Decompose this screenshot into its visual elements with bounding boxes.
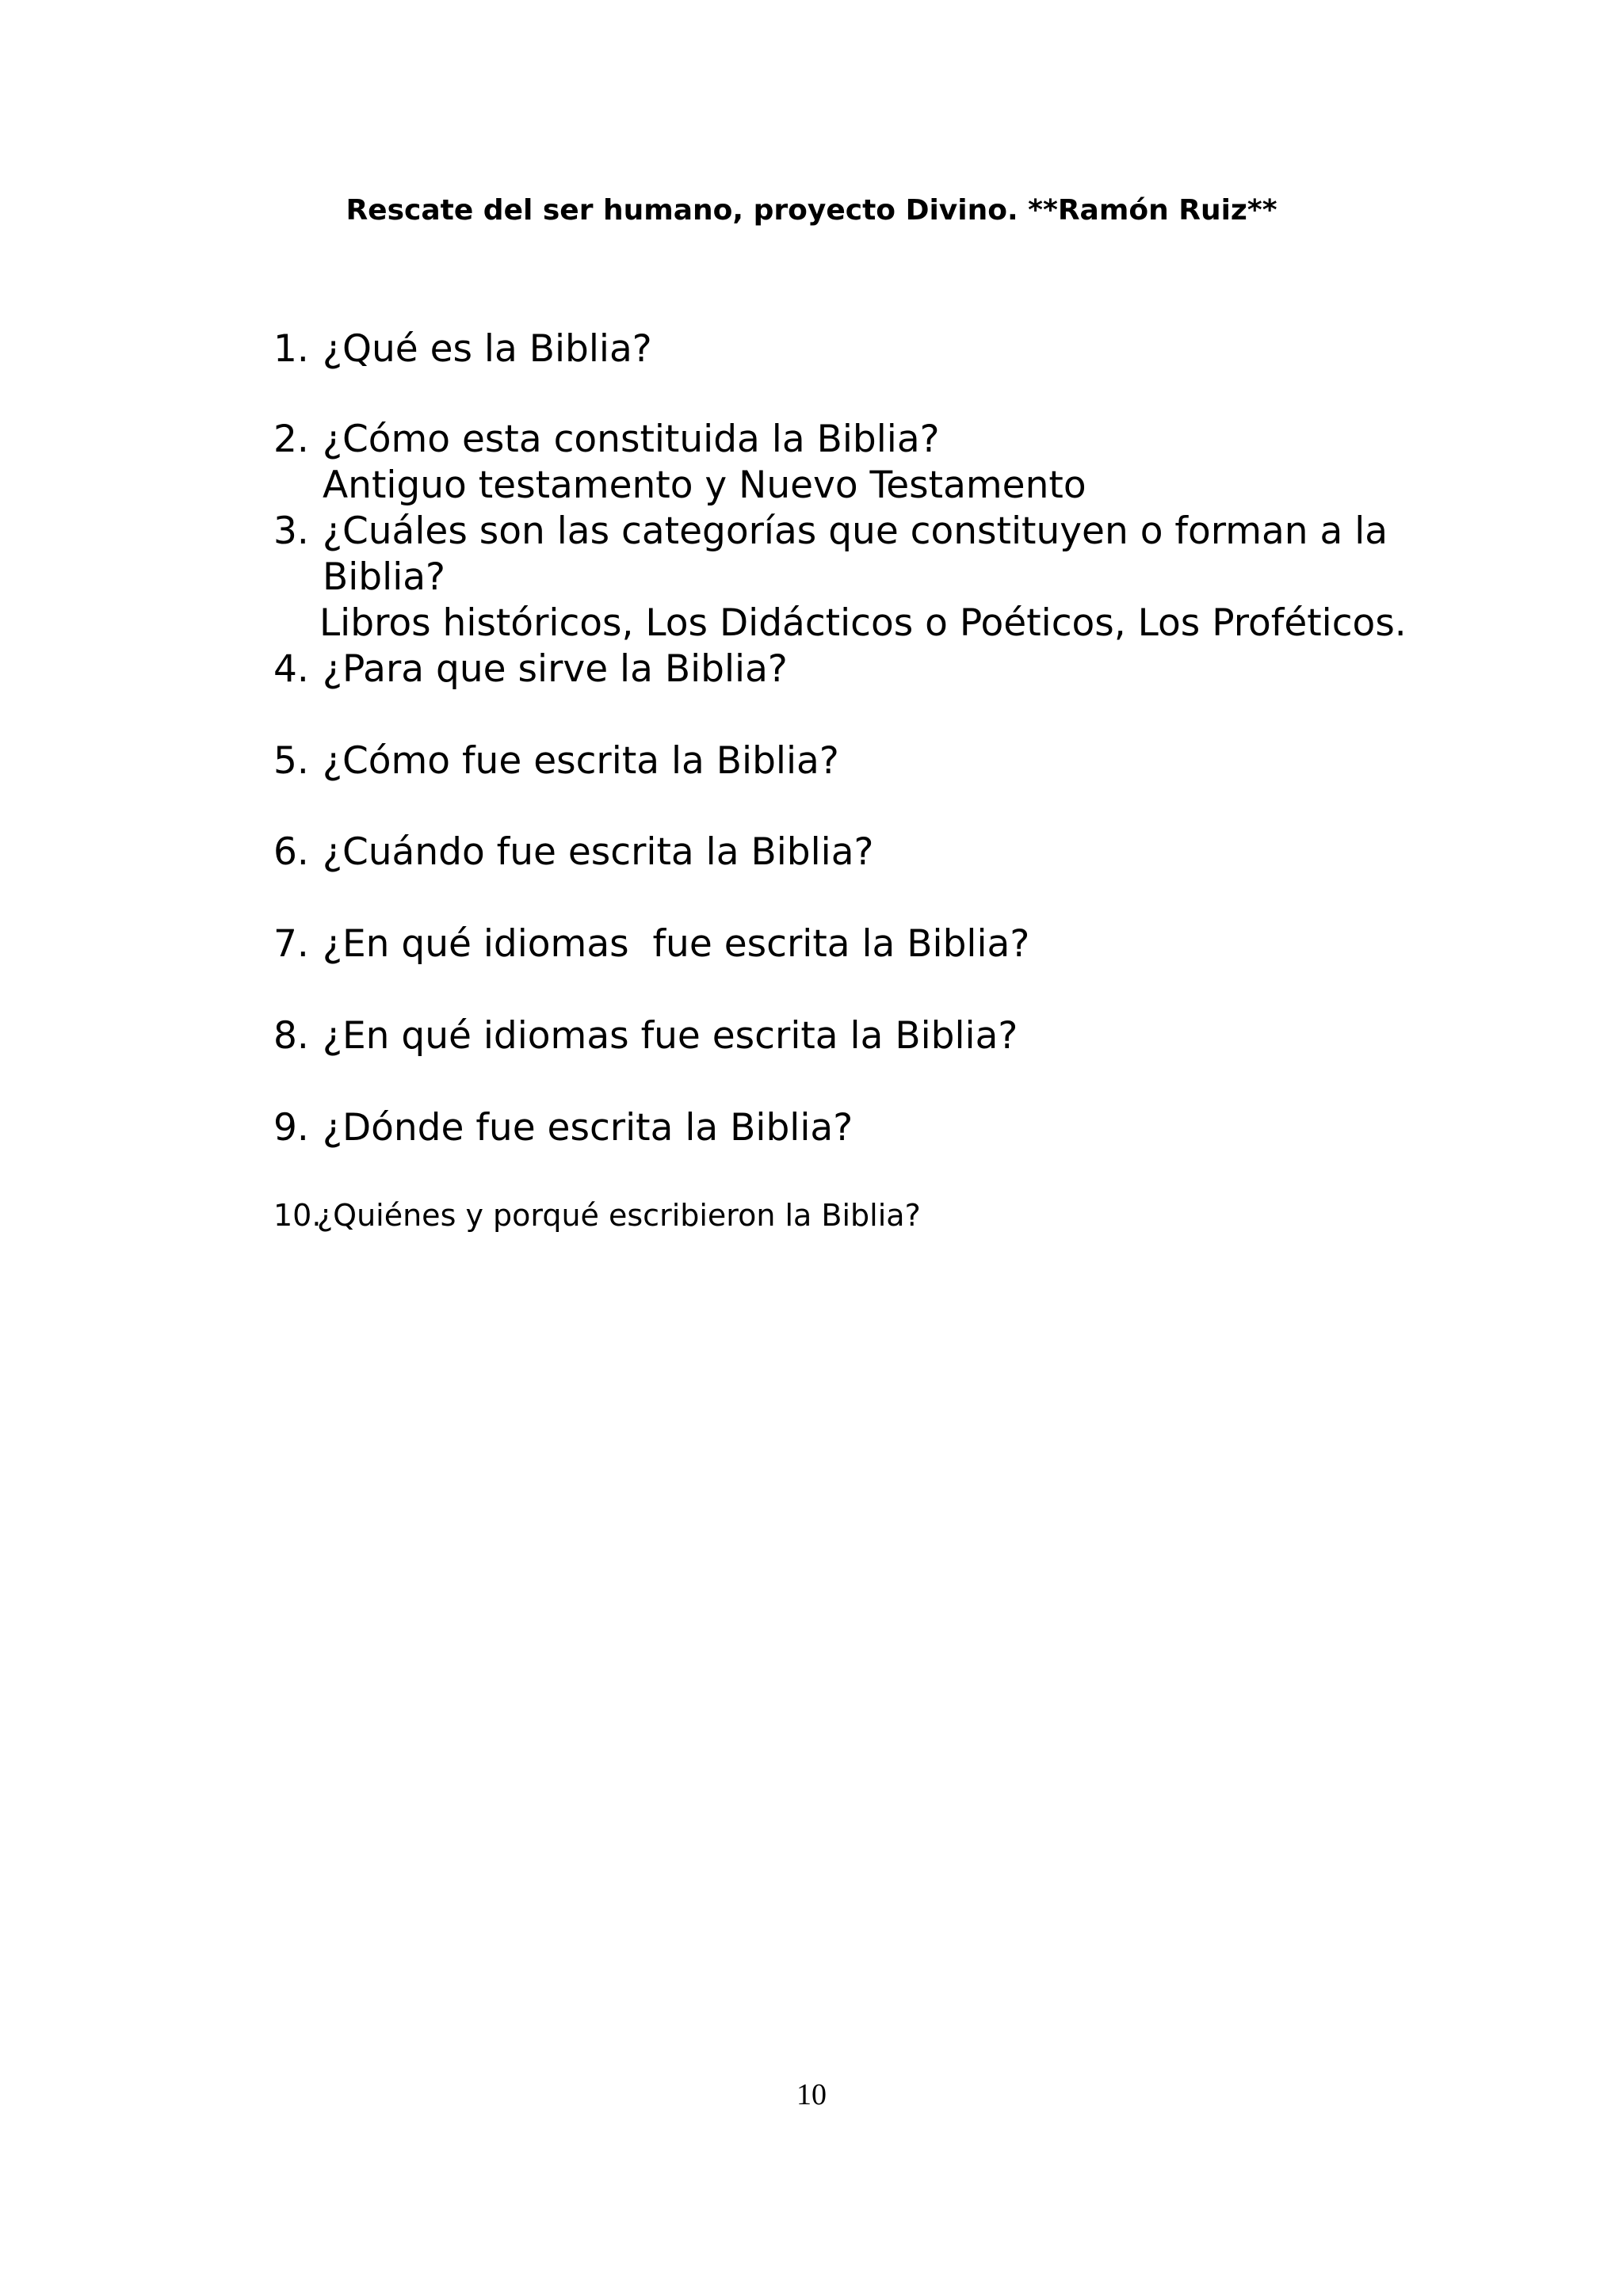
question-2-answer: Antiguo testamento y Nuevo Testamento xyxy=(323,463,1086,507)
question-3-number: 3. xyxy=(273,509,309,553)
question-1-text: ¿Qué es la Biblia? xyxy=(323,327,652,371)
question-4-number: 4. xyxy=(273,647,309,691)
question-2 xyxy=(273,417,940,463)
question-8 xyxy=(273,1013,1018,1059)
question-3-text: ¿Cuáles son las categorías que constituyen o forman a la xyxy=(323,509,1388,553)
question-3 xyxy=(273,509,1388,555)
question-4 xyxy=(273,646,788,692)
question-7-number: 7. xyxy=(273,922,309,966)
question-10-text: ¿Quiénes y porqué escribieron la Biblia? xyxy=(317,1198,921,1233)
question-6-text: ¿Cuándo fue escrita la Biblia? xyxy=(323,830,874,874)
question-2-text: ¿Cómo esta constituida la Biblia? xyxy=(323,418,940,461)
page-title: Rescate del ser humano, proyecto Divino. **Ramón Ruiz** xyxy=(346,194,1277,227)
question-2-number: 2. xyxy=(273,418,309,461)
question-7-text: ¿En qué idiomas fue escrita la Biblia? xyxy=(323,922,1030,966)
question-4-text: ¿Para que sirve la Biblia? xyxy=(323,647,788,691)
question-7 xyxy=(273,921,1029,967)
page-number: 10 xyxy=(796,2078,827,2111)
question-6 xyxy=(273,830,873,875)
question-10 xyxy=(273,1196,921,1234)
question-5-text: ¿Cómo fue escrita la Biblia? xyxy=(323,739,839,783)
question-5 xyxy=(273,738,839,784)
question-3-text-continuation: Biblia? xyxy=(323,555,445,599)
question-8-text: ¿En qué idiomas fue escrita la Biblia? xyxy=(323,1014,1018,1058)
question-5-number: 5. xyxy=(273,739,309,783)
question-9 xyxy=(273,1105,853,1151)
question-9-text: ¿Dónde fue escrita la Biblia? xyxy=(323,1106,854,1150)
question-9-number: 9. xyxy=(273,1106,309,1150)
question-10-number: 10. xyxy=(273,1198,322,1233)
question-1-number: 1. xyxy=(273,327,309,371)
question-6-number: 6. xyxy=(273,830,309,874)
question-8-number: 8. xyxy=(273,1014,309,1058)
question-1 xyxy=(273,326,652,372)
question-3-answer: Libros históricos, Los Didácticos o Poéticos, Los Proféticos. xyxy=(319,601,1407,645)
